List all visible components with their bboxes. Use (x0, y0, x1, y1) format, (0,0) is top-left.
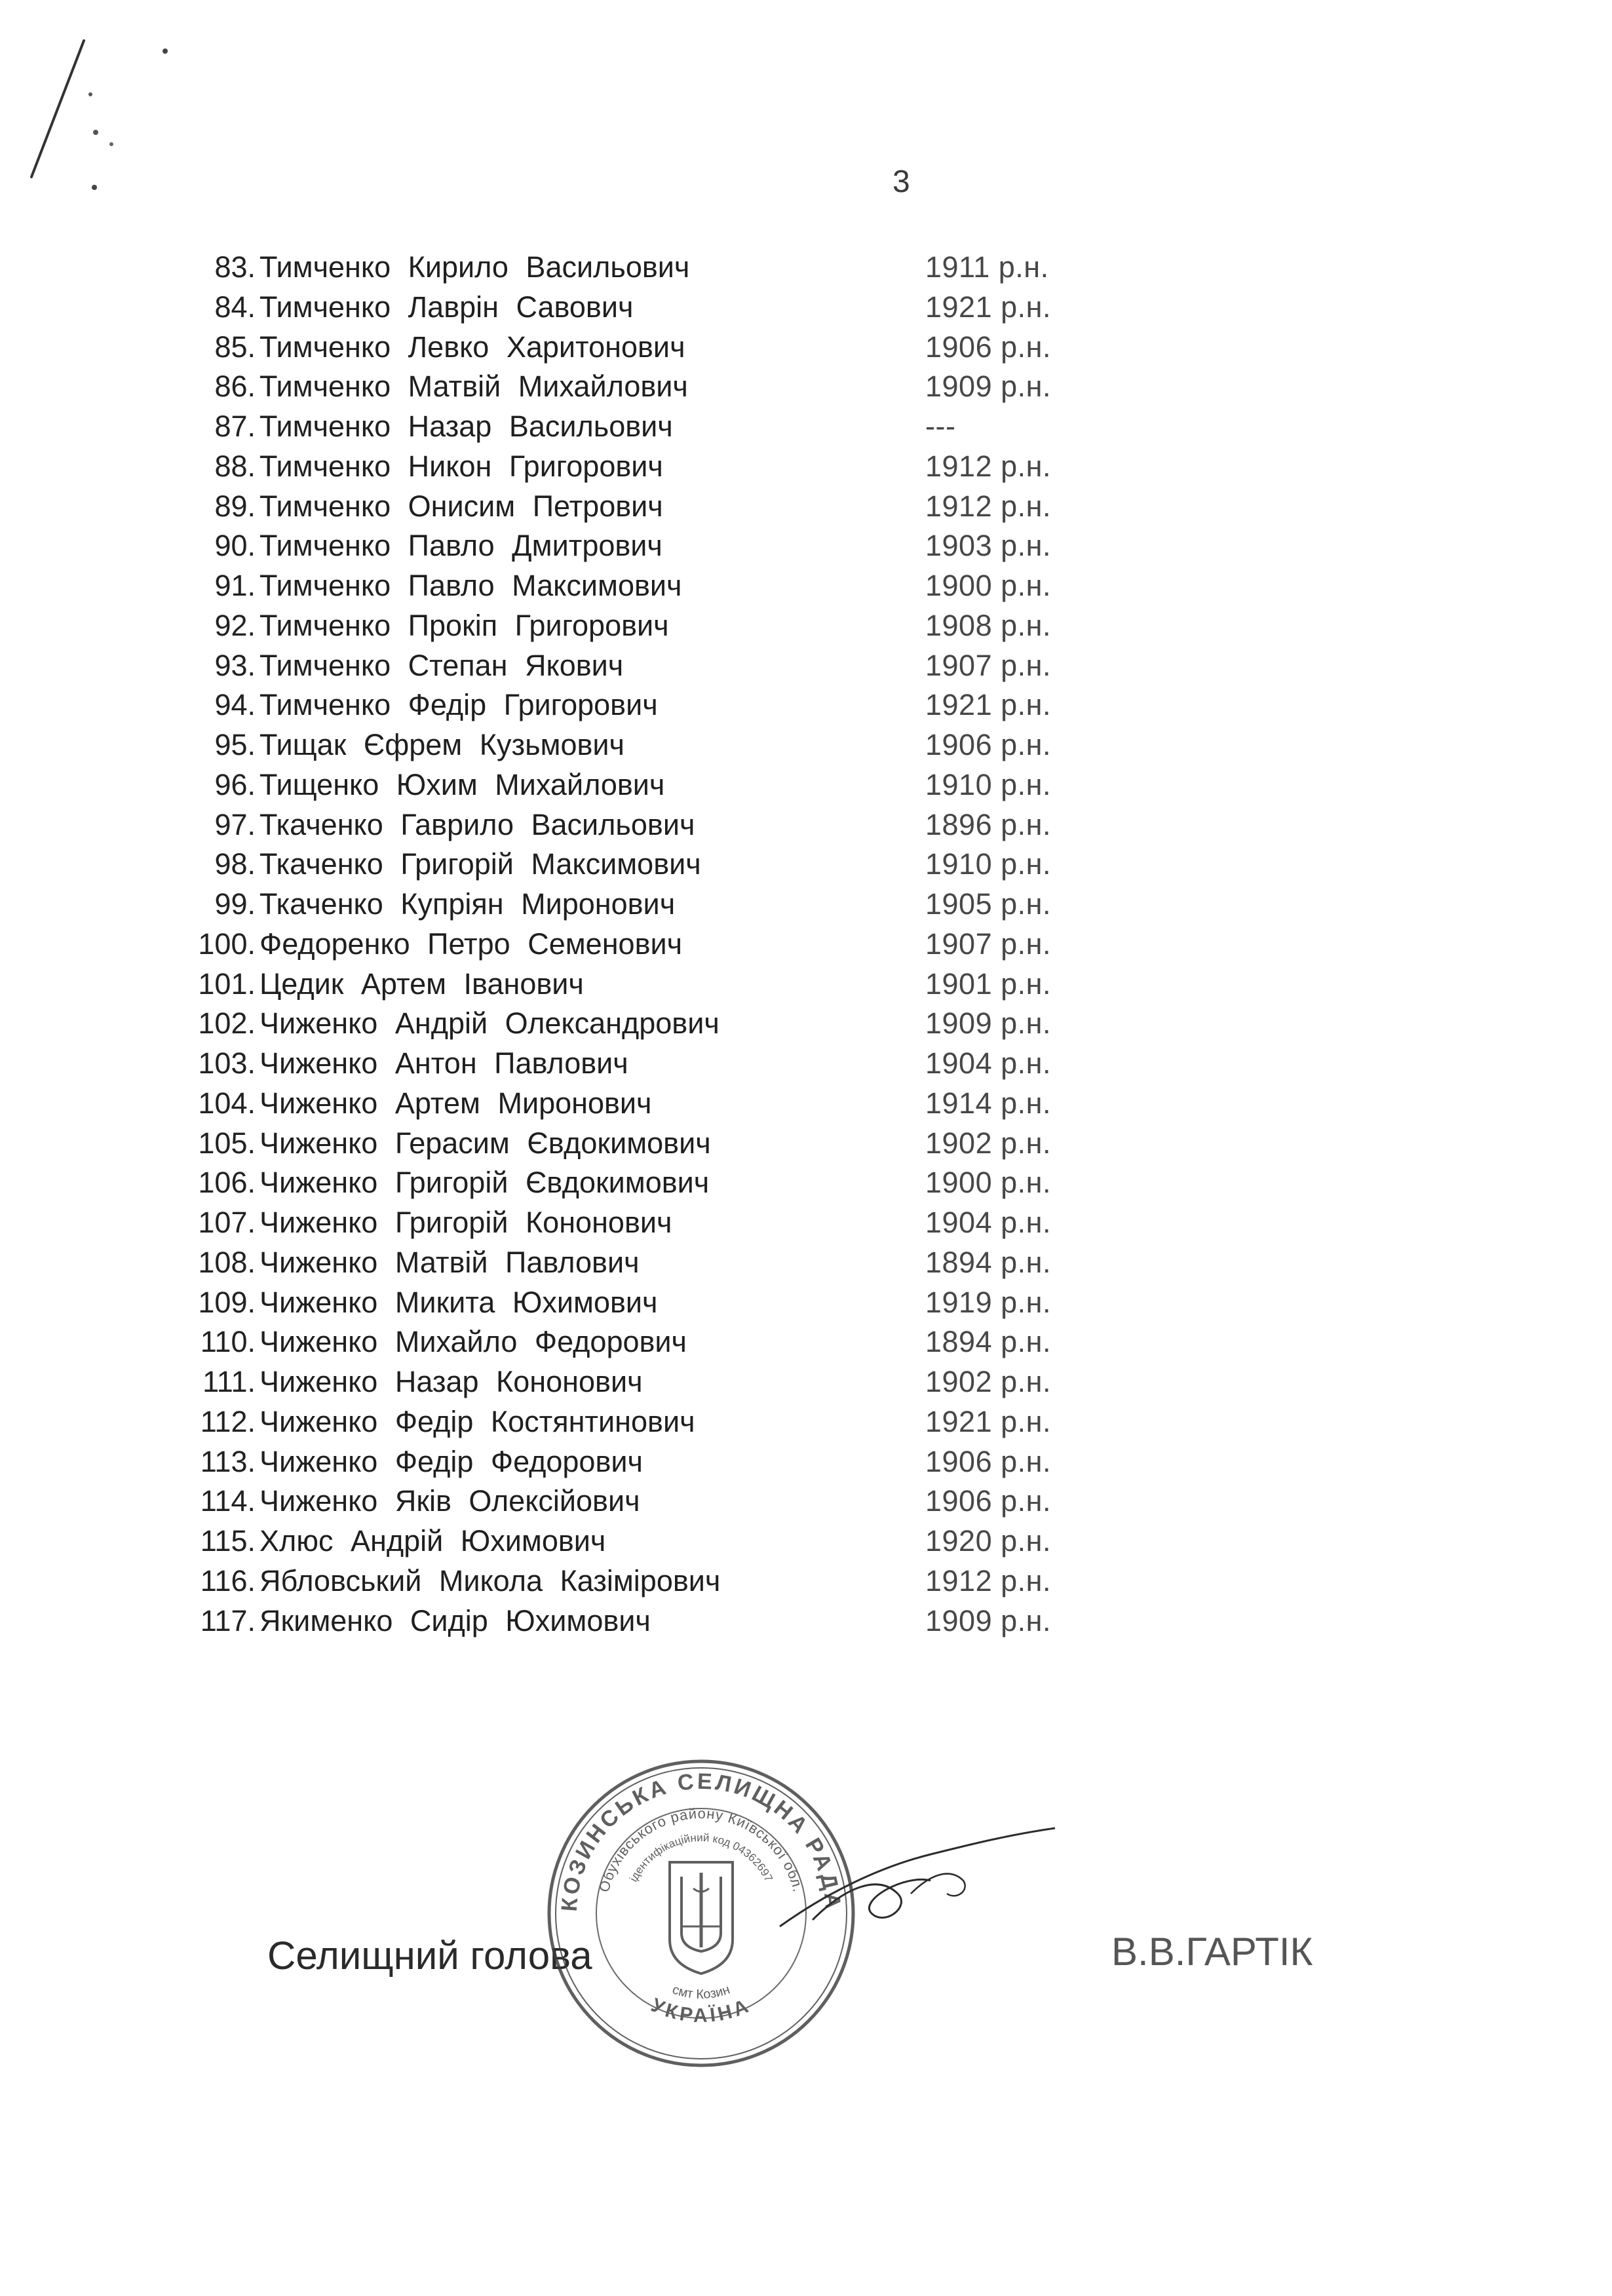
entry-birth-year: 1894 р.н. (925, 1325, 1051, 1359)
entry-name: Чиженко Антон Павлович (259, 1046, 628, 1080)
entry-name: Чиженко Григорій Кононович (259, 1206, 672, 1239)
entry-birth-year: 1905 р.н. (925, 887, 1051, 921)
list-item (0, 1561, 1612, 1601)
list-item (0, 1322, 1612, 1362)
entry-number: 117. (200, 1603, 256, 1637)
entry-name: Тимченко Левко Харитонович (259, 330, 685, 364)
entry-number: 90. (214, 529, 256, 563)
entry-birth-year: 1921 р.н. (925, 290, 1051, 324)
entry-number: 108. (198, 1245, 256, 1279)
stamp-country-text: УКРАЇНА (647, 1994, 755, 2027)
list-item (0, 328, 1612, 368)
entry-number: 103. (198, 1046, 256, 1080)
margin-marks (0, 0, 197, 210)
entry-name: Чиженко Артем Миронович (259, 1086, 652, 1120)
entry-name: Ткаченко Гаврило Васильович (259, 807, 695, 841)
entry-number: 94. (214, 688, 256, 722)
entry-birth-year: 1906 р.н. (925, 330, 1051, 364)
entry-number: 112. (200, 1404, 256, 1438)
list-item (0, 1163, 1612, 1203)
entry-name: Тимченко Онисим Петрович (259, 489, 663, 523)
list-item (0, 765, 1612, 805)
entry-number: 86. (214, 370, 256, 404)
entry-number: 92. (214, 608, 256, 642)
list-item (0, 805, 1612, 845)
list-item (0, 566, 1612, 606)
entry-number: 84. (214, 290, 256, 324)
entry-number: 113. (200, 1444, 256, 1478)
entry-number: 114. (200, 1484, 256, 1518)
svg-text:смт Козин (670, 1982, 732, 2002)
entry-birth-year: 1907 р.н. (925, 648, 1051, 682)
entry-number: 99. (214, 887, 256, 921)
entry-name: Чиженко Андрій Олександрович (259, 1006, 720, 1041)
entry-name: Цедик Артем Іванович (259, 966, 584, 1001)
entry-birth-year: 1910 р.н. (925, 847, 1051, 881)
entry-birth-year: 1902 р.н. (925, 1365, 1051, 1398)
list-item (0, 367, 1612, 407)
entry-number: 115. (200, 1524, 256, 1558)
list-item (0, 606, 1612, 646)
list-item (0, 487, 1612, 527)
entry-number: 100. (198, 927, 256, 961)
entry-name: Тимченко Назар Васильович (259, 410, 673, 443)
list-item (0, 1283, 1612, 1323)
entry-birth-year: 1906 р.н. (925, 1484, 1051, 1518)
entry-number: 106. (198, 1166, 256, 1200)
entry-number: 104. (198, 1086, 256, 1120)
entry-number: 96. (214, 767, 256, 801)
entry-birth-year: 1906 р.н. (925, 1444, 1051, 1478)
entry-name: Чиженко Михайло Федорович (259, 1325, 687, 1359)
entry-number: 95. (214, 728, 256, 761)
entry-birth-year: 1900 р.н. (925, 569, 1051, 602)
entry-number: 116. (200, 1563, 256, 1598)
entry-number: 97. (214, 807, 256, 841)
stamp-code-text: ідентифікаційний код 04362697 (627, 1831, 775, 1884)
list-item (0, 1044, 1612, 1084)
entry-name: Чиженко Яків Олексійович (259, 1484, 640, 1518)
list-item (0, 1521, 1612, 1561)
stamp-settlement-text: смт Козин (670, 1982, 732, 2002)
entry-number: 105. (198, 1126, 256, 1160)
entry-name: Тимченко Прокіп Григорович (259, 608, 669, 642)
entry-name: Тимченко Кирило Васильович (259, 250, 690, 284)
entry-name: Тимченко Никон Григорович (259, 449, 663, 483)
signature-block (0, 1769, 1612, 2136)
entry-name: Тищенко Юхим Михайлович (259, 767, 665, 801)
entry-number: 107. (198, 1206, 256, 1239)
entry-birth-year: 1921 р.н. (925, 688, 1051, 722)
entry-number: 88. (214, 449, 256, 483)
entry-name: Чиженко Матвій Павлович (259, 1245, 640, 1279)
entry-name: Чиженко Назар Кононович (259, 1365, 643, 1398)
entry-birth-year: 1920 р.н. (925, 1524, 1051, 1558)
entry-number: 109. (198, 1285, 256, 1319)
stamp-inner-text: Обухівського району Київської обл. (595, 1805, 807, 1894)
margin-stroke-icon (0, 0, 197, 210)
signatory-name: В.В.ГАРТІК (1111, 1930, 1313, 1974)
stamp-outer-text: КОЗИНСЬКА СЕЛИЩНА РАДА (556, 1769, 846, 1913)
list-item (0, 1362, 1612, 1402)
list-item (0, 1243, 1612, 1283)
entry-birth-year: 1909 р.н. (925, 370, 1051, 404)
entry-birth-year: 1904 р.н. (925, 1046, 1051, 1080)
entry-name: Тимченко Степан Якович (259, 648, 624, 682)
entry-number: 83. (214, 250, 256, 284)
entry-number: 87. (214, 410, 256, 443)
entry-name: Ябловський Микола Казімірович (259, 1563, 721, 1598)
entry-birth-year: 1902 р.н. (925, 1126, 1051, 1160)
signatory-title: Селищний голова (267, 1934, 592, 1978)
list-item (0, 685, 1612, 725)
entry-birth-year: --- (925, 410, 956, 443)
list-item (0, 1402, 1612, 1442)
entry-name: Чиженко Григорій Євдокимович (259, 1166, 710, 1200)
list-item (0, 447, 1612, 487)
entry-birth-year: 1921 р.н. (925, 1404, 1051, 1438)
entry-number: 101. (198, 966, 256, 1001)
entry-birth-year: 1909 р.н. (925, 1603, 1051, 1637)
list-item (0, 725, 1612, 765)
entry-name: Тимченко Федір Григорович (259, 688, 658, 722)
list-item (0, 288, 1612, 328)
entry-name: Чиженко Федір Костянтинович (259, 1404, 695, 1438)
list-item (0, 1124, 1612, 1164)
list-item (0, 885, 1612, 925)
entry-name: Ткаченко Григорій Максимович (259, 847, 701, 881)
entry-name: Тимченко Матвій Михайлович (259, 370, 688, 404)
entry-number: 102. (198, 1006, 256, 1041)
entry-birth-year: 1907 р.н. (925, 927, 1051, 961)
list-item (0, 965, 1612, 1004)
entry-number: 111. (202, 1365, 256, 1398)
entry-name: Тимченко Павло Максимович (259, 569, 682, 602)
entry-birth-year: 1896 р.н. (925, 807, 1051, 841)
list-item (0, 1482, 1612, 1521)
entry-birth-year: 1912 р.н. (925, 449, 1051, 483)
list-item (0, 1601, 1612, 1641)
entry-birth-year: 1894 р.н. (925, 1245, 1051, 1279)
entry-name: Федоренко Петро Семенович (259, 927, 683, 961)
entry-number: 110. (200, 1325, 256, 1359)
entry-birth-year: 1906 р.н. (925, 728, 1051, 761)
entry-birth-year: 1911 р.н. (925, 250, 1049, 284)
entry-birth-year: 1908 р.н. (925, 608, 1051, 642)
list-item (0, 845, 1612, 885)
entry-birth-year: 1912 р.н. (925, 489, 1051, 523)
entry-name: Ткаченко Купріян Миронович (259, 887, 676, 921)
handwritten-signature-icon (773, 1795, 1062, 1959)
entry-birth-year: 1900 р.н. (925, 1166, 1051, 1200)
list-item (0, 1004, 1612, 1044)
list-item (0, 248, 1612, 288)
list-item (0, 526, 1612, 566)
entry-name: Тимченко Павло Дмитрович (259, 529, 662, 563)
list-item (0, 1084, 1612, 1124)
entry-name: Тищак Єфрем Кузьмович (259, 728, 624, 761)
entry-name: Чиженко Микита Юхимович (259, 1285, 658, 1319)
entry-birth-year: 1919 р.н. (925, 1285, 1051, 1319)
entry-birth-year: 1912 р.н. (925, 1563, 1051, 1598)
list-item (0, 646, 1612, 686)
entry-number: 91. (214, 569, 256, 602)
entry-birth-year: 1903 р.н. (925, 529, 1051, 563)
entry-name: Чиженко Федір Федорович (259, 1444, 643, 1478)
entry-number: 98. (214, 847, 256, 881)
trident-emblem-icon (670, 1862, 733, 1974)
entry-birth-year: 1901 р.н. (925, 966, 1051, 1001)
entry-name: Якименко Сидір Юхимович (259, 1603, 651, 1637)
entry-birth-year: 1909 р.н. (925, 1006, 1051, 1041)
entry-name: Хлюс Андрій Юхимович (259, 1524, 606, 1558)
list-item (0, 1203, 1612, 1243)
list-item (0, 925, 1612, 965)
entry-birth-year: 1914 р.н. (925, 1086, 1051, 1120)
entry-number: 85. (214, 330, 256, 364)
list-item (0, 1442, 1612, 1482)
entry-birth-year: 1904 р.н. (925, 1206, 1051, 1239)
page-number: 3 (892, 164, 910, 199)
entry-name: Тимченко Лаврін Савович (259, 290, 634, 324)
name-list (0, 248, 1612, 1641)
entry-number: 89. (214, 489, 256, 523)
list-item (0, 407, 1612, 447)
entry-birth-year: 1910 р.н. (925, 767, 1051, 801)
entry-name: Чиженко Герасим Євдокимович (259, 1126, 711, 1160)
entry-number: 93. (214, 648, 256, 682)
